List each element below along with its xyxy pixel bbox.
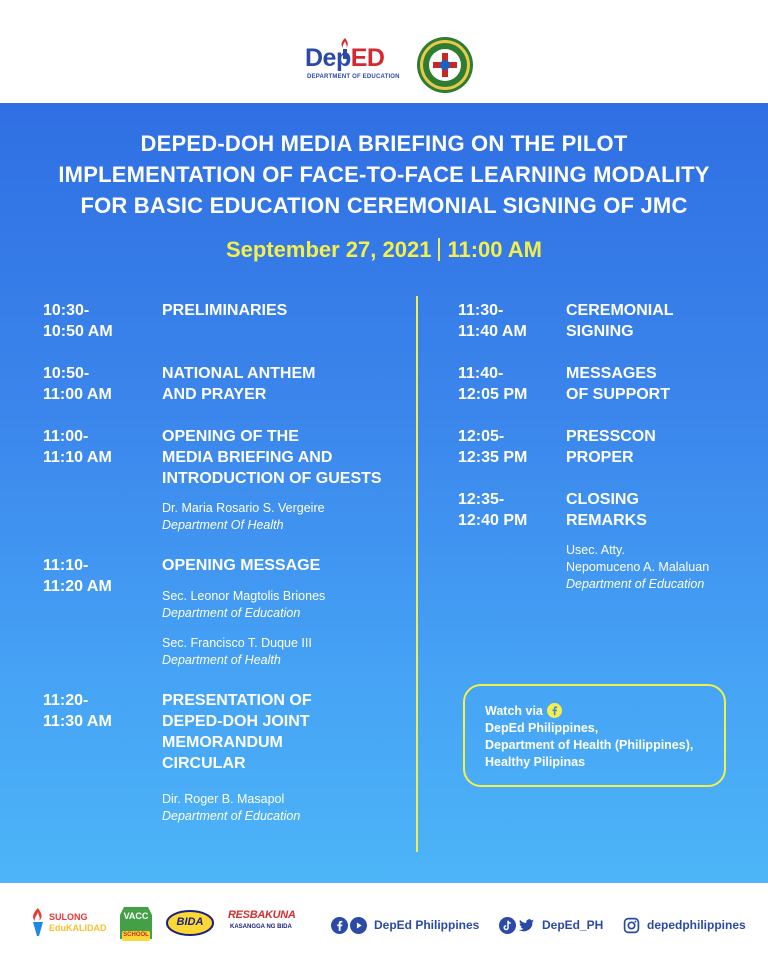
item-activity	[566, 426, 738, 468]
activity-title: CEREMONIAL	[566, 302, 674, 319]
deped-subtitle: DEPARTMENT OF EDUCATION	[307, 74, 400, 80]
speaker-name: Sec. Leonor Magtolis Briones	[162, 589, 326, 603]
speaker-department: Department of Education	[162, 809, 301, 823]
vacc-to-school-logo	[118, 905, 154, 943]
item-activity	[162, 426, 403, 534]
deped-wordmark: DepED	[305, 44, 385, 72]
speaker	[162, 500, 403, 534]
date-separator	[438, 238, 440, 261]
resbakuna-logo	[228, 909, 294, 939]
time-start: 11:30-	[458, 302, 504, 319]
bida-text: BIDA	[176, 916, 204, 928]
program-item	[43, 555, 403, 669]
edukalidad-text: EduKALIDAD	[49, 923, 107, 933]
time-end: 11:20 AM	[43, 578, 112, 595]
watch-channel[interactable]: Healthy Pilipinas	[485, 755, 586, 769]
time-end: 12:40 PM	[458, 512, 528, 529]
speakers	[162, 588, 403, 669]
event-time: 11:00 AM	[447, 237, 543, 262]
title-line: IMPLEMENTATION OF FACE-TO-FACE LEARNING MODALITY	[58, 162, 710, 187]
watch-channel[interactable]: DepEd Philippines,	[485, 721, 599, 735]
item-activity	[566, 489, 738, 531]
time-end: 11:30 AM	[43, 713, 112, 730]
activity-title: NATIONAL ANTHEM	[162, 365, 316, 382]
main-panel	[0, 103, 768, 883]
item-time	[458, 426, 566, 468]
time-start: 10:30-	[43, 302, 90, 319]
activity-title: CLOSING	[566, 491, 639, 508]
program-item	[458, 300, 738, 342]
kasangga-text: KASANGGA NG BIDA	[230, 924, 292, 930]
item-activity	[162, 555, 403, 669]
program-item	[43, 300, 403, 342]
item-time	[458, 363, 566, 405]
speaker-name: Usec. Atty.	[566, 543, 625, 557]
speaker-name: Sec. Francisco T. Duque III	[162, 636, 312, 650]
time-start: 10:50-	[43, 365, 90, 382]
program-item	[43, 363, 403, 405]
footer	[0, 883, 768, 960]
time-start: 11:40-	[458, 365, 504, 382]
item-time	[43, 426, 162, 534]
speaker	[162, 791, 403, 825]
program-item	[43, 690, 403, 825]
time-start: 11:00-	[43, 428, 89, 445]
time-end: 10:50 AM	[43, 323, 113, 340]
activity-title: SIGNING	[566, 323, 634, 340]
activity-title: DEPED-DOH JOINT	[162, 713, 310, 730]
item-time	[43, 690, 162, 825]
speaker	[162, 635, 403, 669]
school-text: SCHOOL	[123, 932, 149, 938]
speaker-department: Department of Health	[162, 653, 281, 667]
speaker-name: Dr. Maria Rosario S. Vergeire	[162, 501, 325, 515]
activity-title: PRESSCON	[566, 428, 656, 445]
item-time	[43, 555, 162, 669]
speaker	[162, 588, 403, 622]
activity-title: MEMORANDUM	[162, 734, 283, 751]
social-handle[interactable]: DepEd Philippines	[374, 918, 480, 932]
event-date-time	[0, 235, 768, 265]
activity-title: OPENING OF THE	[162, 428, 299, 445]
activity-title: PROPER	[566, 449, 634, 466]
speakers	[162, 791, 403, 825]
activity-title: AND PRAYER	[162, 386, 267, 403]
speaker-name: Dir. Roger B. Masapol	[162, 792, 285, 806]
activity-title: PRELIMINARIES	[162, 302, 288, 319]
activity-title: REMARKS	[566, 512, 647, 529]
speaker-department: Department of Education	[566, 577, 705, 591]
program-item	[43, 426, 403, 534]
social-deped-philippines[interactable]	[331, 916, 479, 934]
header	[0, 0, 768, 103]
time-end: 11:40 AM	[458, 323, 527, 340]
item-activity	[162, 300, 403, 342]
activity-title: PRESENTATION OF	[162, 692, 312, 709]
program-item	[458, 489, 738, 531]
deped-logo	[305, 38, 400, 88]
torch-icon	[30, 908, 46, 936]
facebook-icon[interactable]	[547, 703, 562, 718]
watch-via-box	[463, 684, 726, 787]
activity-title: MEDIA BRIEFING AND	[162, 449, 333, 466]
event-date: September 27, 2021	[225, 237, 432, 262]
watch-label-row	[485, 703, 724, 720]
item-activity	[566, 300, 738, 342]
social-handle[interactable]: depedphilippines	[647, 918, 746, 932]
speakers	[566, 542, 738, 593]
program-left-column	[43, 300, 403, 825]
speaker-name: Nepomuceno A. Malaluan	[566, 560, 710, 574]
watch-channel[interactable]: Department of Health (Philippines),	[485, 738, 694, 752]
activity-title: MESSAGES	[566, 365, 657, 382]
instagram-icon[interactable]	[623, 917, 640, 934]
activity-title: CIRCULAR	[162, 755, 246, 772]
vacc-text: VACC	[123, 911, 149, 921]
program-right-column	[458, 300, 738, 593]
time-end: 12:05 PM	[458, 386, 528, 403]
speaker-department: Department Of Health	[162, 518, 284, 532]
item-activity	[162, 363, 403, 405]
sulong-text: SULONG	[49, 912, 88, 922]
item-time	[43, 363, 162, 405]
title-line: FOR BASIC EDUCATION CEREMONIAL SIGNING OF JMC	[80, 193, 688, 218]
time-end: 12:35 PM	[458, 449, 528, 466]
item-time	[458, 300, 566, 342]
activity-title: OF SUPPORT	[566, 386, 671, 403]
time-end: 11:10 AM	[43, 449, 112, 466]
column-divider	[416, 296, 418, 852]
program-item	[458, 426, 738, 468]
resbakuna-text: RESBAKUNA	[228, 909, 296, 921]
social-handle[interactable]: DepEd_PH	[542, 918, 604, 932]
item-time	[458, 489, 566, 531]
twitter-icon[interactable]	[518, 917, 535, 934]
item-activity	[162, 690, 403, 825]
speakers	[162, 500, 403, 534]
activity-title: OPENING MESSAGE	[162, 557, 321, 574]
doh-seal-icon	[416, 36, 474, 94]
activity-title: INTRODUCTION OF GUESTS	[162, 470, 382, 487]
time-start: 11:20-	[43, 692, 89, 709]
youtube-icon[interactable]	[350, 917, 367, 934]
program-item	[458, 363, 738, 405]
tiktok-icon[interactable]	[499, 917, 516, 934]
time-end: 11:00 AM	[43, 386, 112, 403]
facebook-icon[interactable]	[331, 917, 348, 934]
item-time	[43, 300, 162, 342]
social-depedphilippines[interactable]	[623, 916, 746, 934]
bida-logo	[166, 910, 214, 936]
time-start: 12:05-	[458, 428, 505, 445]
sulong-edukalidad-logo	[30, 905, 110, 941]
event-title	[20, 128, 748, 221]
speaker-department: Department of Education	[162, 606, 301, 620]
title-line: DEPED-DOH MEDIA BRIEFING ON THE PILOT	[140, 131, 628, 156]
speaker	[566, 542, 738, 593]
item-activity	[566, 363, 738, 405]
time-start: 12:35-	[458, 491, 505, 508]
watch-label: Watch via	[485, 704, 543, 718]
time-start: 11:10-	[43, 557, 89, 574]
social-deped-ph[interactable]	[499, 916, 603, 934]
